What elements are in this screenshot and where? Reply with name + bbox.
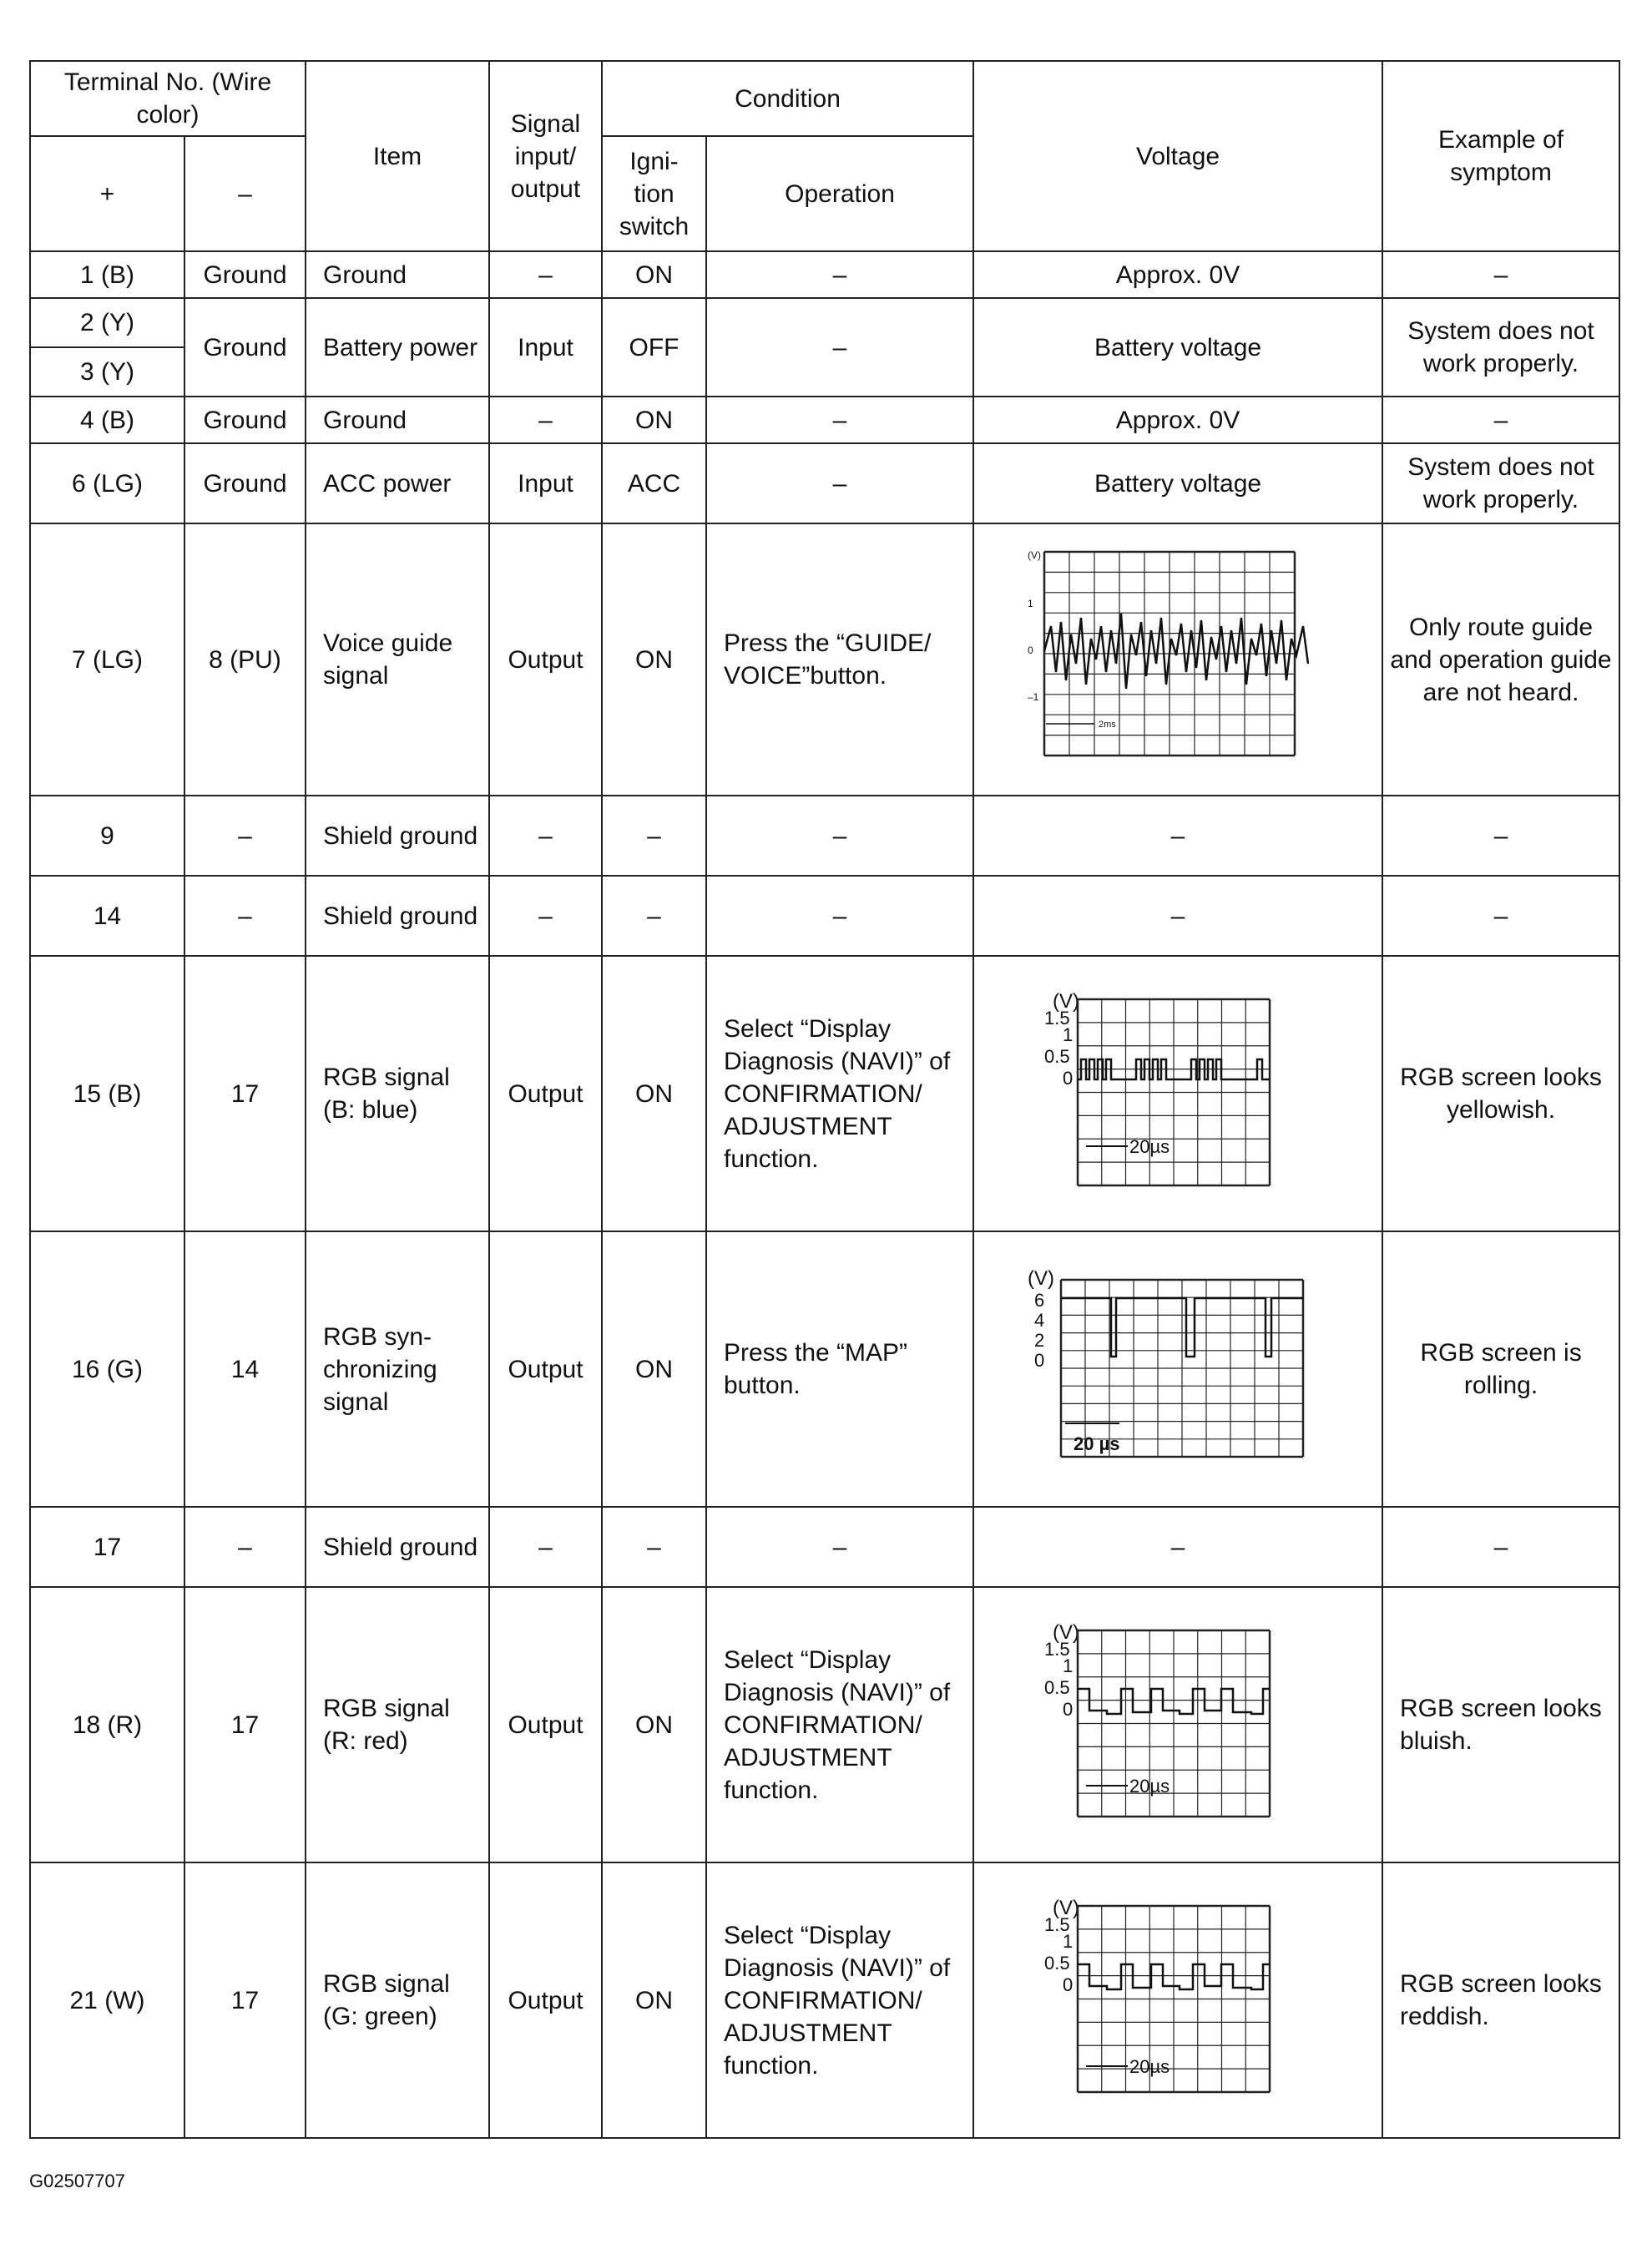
operation-cell: – — [706, 443, 973, 523]
signal-cell: Output — [489, 956, 602, 1231]
terminal-plus: 9 — [30, 796, 184, 876]
header-plus: + — [30, 136, 184, 251]
item-cell: Ground — [306, 251, 489, 298]
scope-tick: 0.5 — [1044, 1046, 1070, 1067]
ignition-cell: – — [602, 1507, 706, 1587]
terminal-minus: 17 — [184, 1862, 306, 2138]
symptom-cell: RGB screen looks reddish. — [1382, 1862, 1619, 2138]
header-voltage: Voltage — [973, 61, 1382, 251]
table-row — [30, 443, 1619, 523]
symptom-cell: System does not work properly. — [1382, 298, 1619, 397]
ignition-cell: ACC — [602, 443, 706, 523]
symptom-cell: RGB screen looks yellowish. — [1382, 956, 1619, 1231]
symptom-cell: – — [1382, 876, 1619, 956]
scope-tick: 1.5 — [1044, 1639, 1070, 1660]
header-condition: Condition — [602, 61, 973, 136]
terminal-plus: 6 (LG) — [30, 443, 184, 523]
terminal-plus: 17 — [30, 1507, 184, 1587]
item-cell: Shield ground — [306, 1507, 489, 1587]
ignition-cell: ON — [602, 956, 706, 1231]
table-row — [30, 876, 1619, 956]
voltage-cell: Approx. 0V — [973, 251, 1382, 298]
ignition-cell: ON — [602, 1862, 706, 2138]
signal-cell: Output — [489, 1231, 602, 1507]
scope-unit: (V) — [1053, 990, 1080, 1013]
signal-cell: – — [489, 796, 602, 876]
table-row — [30, 956, 1619, 1231]
operation-cell: Press the “MAP” button. — [706, 1231, 973, 1507]
item-cell: Shield ground — [306, 876, 489, 956]
voltage-cell: – — [973, 796, 1382, 876]
header-item: Item — [306, 61, 489, 251]
voltage-cell — [973, 1231, 1382, 1507]
scope-timebase: 20 µs — [1074, 1433, 1120, 1454]
signal-cell: Input — [489, 443, 602, 523]
rgb-green-waveform-scope — [1028, 1896, 1328, 2105]
scope-unit: (V) — [1028, 549, 1042, 561]
terminal-minus: – — [184, 796, 306, 876]
terminal-plus: 4 (B) — [30, 397, 184, 443]
scope-grid — [1078, 1906, 1270, 2092]
symptom-cell: – — [1382, 1507, 1619, 1587]
scope-grid — [1078, 999, 1270, 1185]
header-signal: Signal input/ output — [489, 61, 602, 251]
terminal-minus: Ground — [184, 251, 306, 298]
scope-unit: (V) — [1028, 1267, 1055, 1290]
terminal-plus: 21 (W) — [30, 1862, 184, 2138]
voltage-cell: Battery voltage — [973, 443, 1382, 523]
terminal-minus: 17 — [184, 1587, 306, 1862]
ignition-cell: – — [602, 876, 706, 956]
signal-cell: – — [489, 397, 602, 443]
terminal-minus: 8 (PU) — [184, 523, 306, 796]
ignition-cell: ON — [602, 1231, 706, 1507]
symptom-cell: – — [1382, 796, 1619, 876]
operation-cell: – — [706, 796, 973, 876]
table-row — [30, 1587, 1619, 1862]
terminal-plus: 1 (B) — [30, 251, 184, 298]
figure-code: G02507707 — [29, 2171, 125, 2191]
terminal-plus: 18 (R) — [30, 1587, 184, 1862]
voice-waveform — [1044, 614, 1308, 689]
table-row — [30, 523, 1619, 796]
terminal-minus: – — [184, 876, 306, 956]
operation-cell: Select “Display Diagnosis (NAVI)” of CONFIRMATION/ ADJUSTMENT function. — [706, 1587, 973, 1862]
signal-cell: Input — [489, 298, 602, 397]
scope-timebase: 20µs — [1129, 1776, 1170, 1797]
voltage-cell: – — [973, 876, 1382, 956]
terminal-plus — [30, 298, 184, 397]
rgb-red-waveform-scope — [1028, 1620, 1328, 1829]
voltage-cell — [973, 523, 1382, 796]
terminal-plus: 7 (LG) — [30, 523, 184, 796]
table-row — [30, 397, 1619, 443]
operation-cell: – — [706, 1507, 973, 1587]
terminal-plus: 16 (G) — [30, 1231, 184, 1507]
terminal-minus: 14 — [184, 1231, 306, 1507]
terminal-plus: 14 — [30, 876, 184, 956]
item-cell: RGB syn- chronizing signal — [306, 1231, 489, 1507]
signal-cell: – — [489, 876, 602, 956]
operation-cell: – — [706, 876, 973, 956]
ignition-cell: OFF — [602, 298, 706, 397]
signal-cell: – — [489, 1507, 602, 1587]
scope-tick: 0 — [1063, 1974, 1074, 1995]
scope-tick: 0 — [1063, 1068, 1074, 1089]
table-row — [30, 251, 1619, 298]
table-row — [30, 298, 1619, 397]
item-cell: RGB signal (B: blue) — [306, 956, 489, 1231]
scope-tick: 6 — [1034, 1290, 1045, 1311]
voice-waveform-scope — [1028, 547, 1328, 772]
symptom-cell: RGB screen looks bluish. — [1382, 1587, 1619, 1862]
header-symptom: Example of symptom — [1382, 61, 1619, 251]
table-row — [30, 796, 1619, 876]
terminal-table — [29, 60, 1620, 2139]
operation-cell: – — [706, 251, 973, 298]
scope-grid — [1078, 1630, 1270, 1817]
header-ignition: Igni- tion switch — [602, 136, 706, 251]
scope-tick: 0 — [1028, 644, 1033, 656]
item-cell: ACC power — [306, 443, 489, 523]
symptom-cell: Only route guide and operation guide are not heard. — [1382, 523, 1619, 796]
operation-cell: – — [706, 397, 973, 443]
operation-cell: Press the “GUIDE/ VOICE”button. — [706, 523, 973, 796]
scope-timebase: 20µs — [1129, 2056, 1170, 2077]
scope-tick: –1 — [1028, 691, 1039, 703]
scope-tick: 0.5 — [1044, 1953, 1070, 1974]
terminal-minus: Ground — [184, 298, 306, 397]
symptom-cell: System does not work properly. — [1382, 443, 1619, 523]
scope-unit: (V) — [1053, 1621, 1080, 1644]
terminal-minus: Ground — [184, 397, 306, 443]
terminal-plus-a: 2 (Y) — [79, 309, 134, 336]
voltage-cell — [973, 1862, 1382, 2138]
header-minus: – — [184, 136, 306, 251]
ignition-cell: ON — [602, 1587, 706, 1862]
scope-grid — [1061, 1280, 1303, 1457]
scope-tick: 1 — [1063, 1931, 1074, 1952]
operation-cell: Select “Display Diagnosis (NAVI)” of CONFIRMATION/ ADJUSTMENT function. — [706, 1862, 973, 2138]
operation-cell: Select “Display Diagnosis (NAVI)” of CONFIRMATION/ ADJUSTMENT function. — [706, 956, 973, 1231]
ignition-cell: ON — [602, 397, 706, 443]
header-terminal: Terminal No. (Wire color) — [30, 61, 306, 136]
signal-cell: Output — [489, 1587, 602, 1862]
table-row — [30, 1507, 1619, 1587]
scope-timebase: 20µs — [1129, 1136, 1170, 1157]
voltage-cell — [973, 956, 1382, 1231]
signal-cell: Output — [489, 523, 602, 796]
scope-tick: 1.5 — [1044, 1008, 1070, 1028]
ignition-cell: ON — [602, 251, 706, 298]
scope-tick: 4 — [1034, 1310, 1045, 1331]
scope-tick: 1 — [1063, 1655, 1074, 1676]
voltage-cell — [973, 1587, 1382, 1862]
symptom-cell: – — [1382, 251, 1619, 298]
symptom-cell: – — [1382, 397, 1619, 443]
ignition-cell: – — [602, 796, 706, 876]
terminal-plus: 15 (B) — [30, 956, 184, 1231]
item-cell: RGB signal (R: red) — [306, 1587, 489, 1862]
terminal-minus: Ground — [184, 443, 306, 523]
table-row — [30, 1862, 1619, 2138]
signal-cell: – — [489, 251, 602, 298]
ignition-cell: ON — [602, 523, 706, 796]
voltage-cell: Battery voltage — [973, 298, 1382, 397]
item-cell: Battery power — [306, 298, 489, 397]
signal-cell: Output — [489, 1862, 602, 2138]
scope-tick: 2 — [1034, 1330, 1045, 1351]
voltage-cell: – — [973, 1507, 1382, 1587]
rgb-blue-waveform-scope — [1028, 989, 1328, 1198]
scope-tick: 0.5 — [1044, 1677, 1070, 1698]
item-cell: RGB signal (G: green) — [306, 1862, 489, 2138]
scope-tick: 1 — [1063, 1024, 1074, 1045]
scope-tick: 1 — [1028, 598, 1033, 609]
table-row — [30, 1231, 1619, 1507]
item-cell: Voice guide signal — [306, 523, 489, 796]
operation-cell: – — [706, 298, 973, 397]
terminal-minus: 17 — [184, 956, 306, 1231]
item-cell: Ground — [306, 397, 489, 443]
scope-tick: 1.5 — [1044, 1914, 1070, 1935]
rgb-sync-waveform-scope — [1028, 1265, 1328, 1473]
header-operation: Operation — [706, 136, 973, 251]
item-cell: Shield ground — [306, 796, 489, 876]
scope-timebase: 2ms — [1099, 720, 1116, 730]
scope-tick: 0 — [1063, 1699, 1074, 1720]
terminal-minus: – — [184, 1507, 306, 1587]
voltage-cell: Approx. 0V — [973, 397, 1382, 443]
scope-unit: (V) — [1053, 1897, 1080, 1919]
scope-tick: 0 — [1034, 1350, 1045, 1371]
terminal-plus-b: 3 (Y) — [31, 346, 184, 396]
symptom-cell: RGB screen is rolling. — [1382, 1231, 1619, 1507]
